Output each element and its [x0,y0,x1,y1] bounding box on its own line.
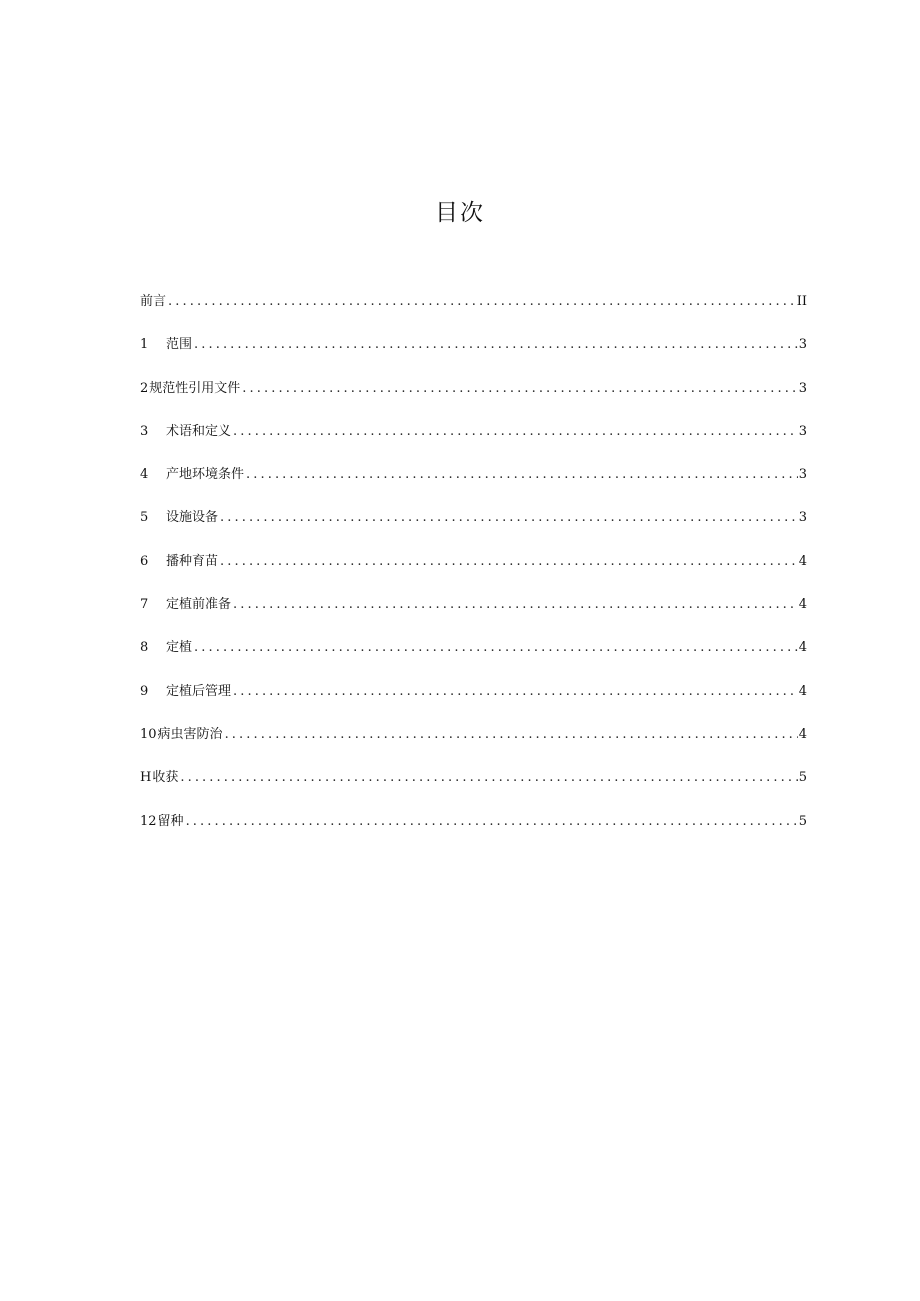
toc-entry-label: 设施设备 [166,510,219,526]
toc-dot-leader [233,424,798,439]
toc-entry-page: 4 [798,683,807,699]
toc-entry-page: 5 [798,813,807,829]
toc-dot-leader [246,467,798,482]
toc-dot-leader [194,337,798,352]
toc-entry-number: H [140,770,152,786]
toc-dot-leader [194,640,798,655]
toc-entry-page: 3 [798,467,807,483]
toc-entry[interactable] [140,506,807,549]
toc-entry-number: 4 [140,467,149,483]
toc-entry-label: 收获 [152,770,179,786]
toc-entry-label: 产地环境条件 [166,467,245,483]
toc-entry[interactable] [140,723,807,766]
toc-entry-label: 定植前准备 [166,597,232,613]
toc-dot-leader [233,684,798,699]
toc-entry-number: 7 [140,597,149,613]
toc-entry-page: 3 [798,510,807,526]
toc-dot-leader [220,510,798,525]
toc-entry-number: 2 [140,380,149,396]
toc-dot-leader [180,770,797,785]
toc-entry-number: 6 [140,553,149,569]
toc-entry-page: 3 [798,337,807,353]
toc-dot-leader [168,294,796,309]
toc-entry-label: 前言 [140,294,167,309]
toc-entry-number: 8 [140,640,149,656]
toc-dot-leader [225,727,798,742]
toc-entry[interactable] [140,810,807,853]
toc-entry[interactable] [140,636,807,679]
toc-entry-label: 定植 [166,640,193,656]
toc-dot-leader [220,554,798,569]
toc-entry-label: 范围 [166,337,193,353]
toc-entry[interactable] [140,463,807,506]
toc-entry[interactable] [140,333,807,376]
toc-entry-page: 4 [798,597,807,613]
toc-entry-page: II [796,294,807,309]
toc-entry-number: 10 [140,726,157,742]
toc-title: 目次 [435,200,485,226]
toc-entry-label: 病虫害防治 [157,726,223,742]
toc-entry-number: 9 [140,683,149,699]
toc-entry[interactable] [140,766,807,809]
toc-entry-page: 3 [798,423,807,439]
toc-entry-number: 1 [140,337,149,353]
toc-entry-page: 5 [798,770,807,786]
toc-dot-leader [186,814,798,829]
toc-entry-page: 4 [798,726,807,742]
toc-list [140,290,807,853]
toc-dot-leader [242,381,797,396]
toc-dot-leader [233,597,798,612]
toc-entry-label: 规范性引用文件 [149,380,241,396]
toc-entry-label: 留种 [157,813,184,829]
toc-entry-number: 12 [140,813,157,829]
toc-entry-number: 5 [140,510,149,526]
toc-entry-label: 术语和定义 [166,423,232,439]
toc-entry-label: 定植后管理 [166,683,232,699]
toc-entry[interactable] [140,550,807,593]
toc-entry[interactable] [140,680,807,723]
toc-entry[interactable] [140,377,807,420]
toc-entry[interactable] [140,420,807,463]
toc-entry[interactable] [140,290,807,333]
toc-entry-page: 3 [798,380,807,396]
toc-entry-label: 播种育苗 [166,553,219,569]
toc-entry[interactable] [140,593,807,636]
toc-entry-number: 3 [140,423,149,439]
toc-entry-page: 4 [798,553,807,569]
toc-entry-page: 4 [798,640,807,656]
